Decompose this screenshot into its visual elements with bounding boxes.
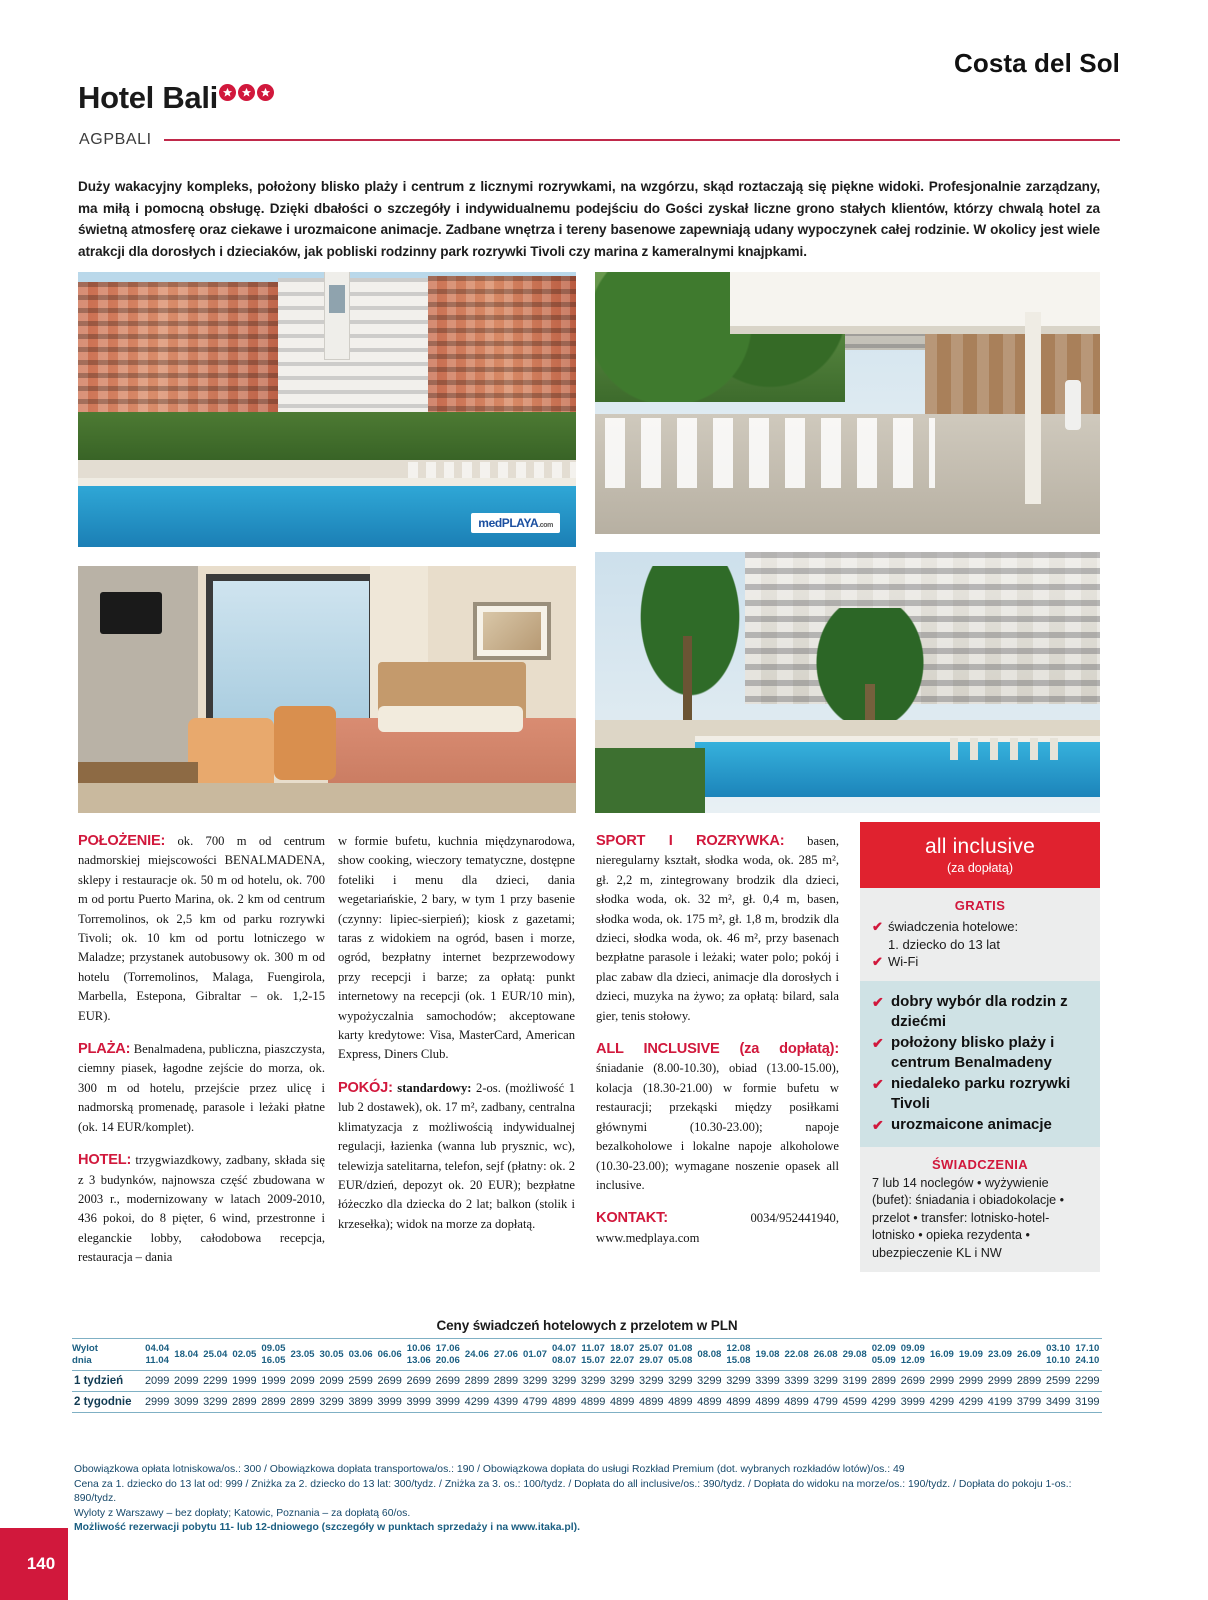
- date-column-header: [927, 1339, 956, 1371]
- departure-date: 02.09: [871, 1343, 896, 1354]
- price-cell: 2699: [377, 1375, 402, 1387]
- price-cell: 4199: [987, 1396, 1013, 1408]
- region-label: Costa del Sol: [954, 48, 1120, 78]
- swiadczenia-body: 7 lub 14 noclegów • wyżywienie (bufet): śniadania i obiadokolacje • przelot • transfer: lotnisko-hotel-lotnisko • opieka rezydenta • ubezpieczenie KL i NW: [872, 1175, 1065, 1260]
- hotel-code-row: [79, 131, 1120, 149]
- departure-date: 19.09: [958, 1348, 983, 1360]
- date-column-header: [956, 1339, 985, 1371]
- table-row: [72, 1371, 1102, 1392]
- date-column-header: [579, 1339, 608, 1371]
- price-cell: 3199: [842, 1375, 867, 1387]
- price-cell: 2599: [348, 1375, 373, 1387]
- swiadczenia-title: ŚWIADCZENIA: [931, 1156, 1029, 1172]
- list-item-label: 1. dziecko do 13 lat: [888, 936, 1001, 952]
- price-cell: 4899: [668, 1396, 693, 1408]
- row-label: 2 tygodnie: [74, 1396, 132, 1408]
- departure-date: 05.08: [668, 1354, 693, 1366]
- departure-date: 04.07: [552, 1343, 577, 1354]
- price-cell: 3299: [813, 1375, 838, 1387]
- date-column-header: [404, 1339, 433, 1371]
- section-body: basen, nieregularny kształt, słodka woda, ok. 285 m², gł. 2,2 m, zintegrowany brodzik dla dzieci, słodka woda, ok. 32 m², gł. 0,4 m, basen, słodka woda, ok. 175 m², gł. 1,8 m, brodzik dla dzieci, słodka woda, ok. 46 m², przy basenach bezpłatne parasole i leżaki; water polo; pokój i plac zabaw dla dzieci, animacje dla dorosłych i dzieci, muzyka na żywo; za opłatą: bilard, sala gier, tenis stołowy.: [596, 834, 839, 1023]
- section-body: Benalmadena, publiczna, piaszczysta, ciemny piasek, łagodne zejście do morza, ok. 300 m od hotelu, przejście przez ulicę i nadmorską promenadę, parasole i leżaki płatne (ok. 14 EUR/komplet).: [78, 1042, 325, 1134]
- text-column-3: [596, 832, 839, 1248]
- departure-date: 29.07: [639, 1354, 664, 1366]
- date-column-header: [491, 1339, 520, 1371]
- check-icon: ✔: [872, 993, 884, 1010]
- date-column-header: [317, 1339, 346, 1371]
- price-cell: 4299: [871, 1396, 896, 1408]
- price-cell: 3299: [551, 1375, 577, 1387]
- price-cell: 4899: [697, 1396, 722, 1408]
- price-cell: 4799: [522, 1396, 548, 1408]
- price-cell: 4899: [755, 1396, 780, 1408]
- departure-date: 01.08: [668, 1343, 693, 1354]
- row-label: 1 tydzień: [74, 1375, 124, 1387]
- date-column-header: [753, 1339, 782, 1371]
- price-cell: 3299: [522, 1375, 548, 1387]
- date-column-header: [375, 1339, 404, 1371]
- departure-date: 24.10: [1075, 1354, 1100, 1366]
- section-pokoj: [338, 1079, 575, 1234]
- price-cell: 3899: [348, 1396, 373, 1408]
- check-icon: ✔: [872, 1116, 884, 1133]
- list-item-label: świadczenia hotelowe:: [888, 919, 1019, 934]
- price-cell: 2899: [493, 1375, 519, 1387]
- highlights-list: [872, 992, 1088, 1135]
- price-cell: 4899: [580, 1396, 606, 1408]
- list-item-label: urozmaicone animacje: [891, 1115, 1052, 1133]
- banner-title: all inclusive: [925, 835, 1035, 858]
- price-cell: 4899: [551, 1396, 577, 1408]
- price-cell: 2099: [319, 1375, 344, 1387]
- price-cell: 4799: [813, 1396, 838, 1408]
- section-hotel-continued: w formie bufetu, kuchnia międzynarodowa, show cooking, wieczory tematyczne, dostępne foteliki i menu dla dzieci, dania wegetariańskie, 2 bary, w tym 1 przy basenie (czynny: lipiec-sierpień); kiosk z gazetami; taras z widokiem na ogród, basen i morze, ogród, bezpłatny internet bezprzewodowy przy recepcji i barze; za opłatą: punkt internetowy na recepcji (ok. 1 EUR/10 min), wypożyczalnia samochodów; akceptowane karty kredytowe: Visa, MasterCard, American Express, Diners Club.: [338, 834, 575, 1062]
- fineprint-line: Możliwość rezerwacji pobytu 11- lub 12-dniowego (szczegóły w punktach sprzedaży i na www.itaka.pl).: [74, 1522, 580, 1534]
- departure-date: 01.07: [522, 1348, 547, 1360]
- departure-date: 11.04: [145, 1354, 169, 1366]
- departure-date: 25.04: [203, 1348, 228, 1360]
- price-cell: 3199: [1075, 1396, 1100, 1408]
- price-cell: 2299: [203, 1375, 228, 1387]
- price-cell: 3299: [639, 1375, 664, 1387]
- price-cell: 2299: [1075, 1375, 1100, 1387]
- price-table-head: [72, 1339, 1102, 1371]
- list-item: [872, 1033, 1088, 1073]
- price-cell: 2599: [1045, 1375, 1071, 1387]
- page-number: 140: [26, 1554, 56, 1573]
- table-row: [72, 1392, 1102, 1413]
- departure-date: 26.08: [813, 1348, 838, 1360]
- swiadczenia-box: [860, 1147, 1100, 1273]
- date-column-header: [201, 1339, 230, 1371]
- intro-paragraph: Duży wakacyjny kompleks, położony blisko plaży i centrum z licznymi rozrywkami, na wzgórzu, skąd roztaczają się piękne widoki. Profesjonalnie zarządzany, ma miłą i pomocną obsługę. Dzięki dbałości o szczegóły i indywidualnemu podejściu do Gości zyskał liczne grono stałych klientów, którzy chwalą hotel za świetną atmosferę oraz ciekawe i urozmaicone animacje. Zadbane wnętrza i tereny basenowe zapewniają udany wypoczynek całej rodzinie. W okolicy jest wiele atrakcji dla dorosłych i dzieciaków, jak pobliski rodzinny park rozrywki Tivoli czy marina z kameralnymi knajpkami.: [78, 179, 1100, 259]
- list-item: [872, 953, 1088, 971]
- section-sport: [596, 832, 839, 1026]
- section-body: ok. 700 m od centrum nadmorskiej miejscowości BENALMADENA, sklepy i restauracje ok. 50 m od hotelu, ok. 700 m od portu Puerto Marina, ok. 2 km od centrum Torremolinos, ok 2,5 km od parku rozrywki Tivoli; ok. 10 km od portu lotniczego w Maladze; przystanek autobusowy ok. 300 m od hotelu (Torremolinos, Malaga, Fuengirola, Marbella, Estepona, Gibraltar – ok. 1,2-15 EUR).: [78, 834, 325, 1023]
- price-cell: 4899: [609, 1396, 635, 1408]
- date-column-header: [230, 1339, 259, 1371]
- date-column-header: [695, 1339, 724, 1371]
- price-cell: 2899: [261, 1396, 286, 1408]
- price-cell: 2699: [900, 1375, 926, 1387]
- departure-date: 13.06: [406, 1354, 431, 1366]
- departure-date: 12.09: [900, 1354, 925, 1366]
- date-column-header: [259, 1339, 288, 1371]
- check-icon: ✔: [872, 1034, 884, 1051]
- price-cell: 3299: [726, 1375, 751, 1387]
- fineprint-line: Cena za 1. dziecko do 13 lat od: 999 / Zniżka za 2. dziecko do 13 lat: 300/tydz. / Zniżka za 3. os.: 100/tydz. / Dopłata do all inclusive/os.: 390/tydz. / Dopłata do widoku na morze/os.: 190/tydz. / Dopłata do pokoju 1-os.: 890/tydz.: [74, 1478, 1072, 1505]
- star-icon: [238, 84, 255, 101]
- departure-date: 03.06: [348, 1348, 373, 1360]
- fineprint-line: Obowiązkowa opłata lotniskowa/os.: 300 / Obowiązkowa dopłata transportowa/os.: 190 / Obowiązkowa dopłata do usługi Rozkład Premium (dot. wybranych rozkładów lotów)/os.: 49: [74, 1464, 905, 1475]
- price-cell: 2899: [871, 1375, 896, 1387]
- date-column-header: [346, 1339, 375, 1371]
- date-column-header: [288, 1339, 317, 1371]
- departure-date: 15.07: [581, 1354, 606, 1366]
- section-heading: HOTEL:: [78, 1152, 132, 1169]
- section-heading: POŁOŻENIE:: [78, 833, 166, 849]
- price-cell: 3399: [784, 1375, 809, 1387]
- price-cell: 3299: [609, 1375, 635, 1387]
- departure-date: 11.07: [581, 1343, 605, 1354]
- departure-date: 08.08: [697, 1348, 722, 1360]
- price-cell: 2899: [290, 1396, 315, 1408]
- date-column-header: [143, 1339, 172, 1371]
- banner-subtitle: (za dopłatą): [946, 861, 1013, 875]
- fineprint-line: Wyloty z Warszawy – bez dopłaty; Katowic, Poznania – za dopłatą 60/os.: [74, 1507, 411, 1519]
- list-item-label: Wi-Fi: [888, 954, 919, 969]
- date-column-header: [666, 1339, 695, 1371]
- date-column-header: [811, 1339, 840, 1371]
- departure-date: 27.06: [493, 1348, 518, 1360]
- departure-date: 03.10: [1046, 1343, 1071, 1354]
- price-table-body: [72, 1371, 1102, 1413]
- section-polozenie: [78, 832, 325, 1026]
- text-column-1: [78, 832, 325, 1268]
- list-item: [872, 992, 1088, 1032]
- departure-date: 26.09: [1017, 1348, 1042, 1360]
- room-type-label: standardowy:: [392, 1080, 472, 1095]
- date-column-header: [433, 1339, 462, 1371]
- departure-date: 06.06: [377, 1348, 402, 1360]
- departure-date: 16.09: [929, 1348, 954, 1360]
- price-cell: 4899: [726, 1396, 751, 1408]
- date-column-header: [869, 1339, 898, 1371]
- hotel-code: AGPBALI: [79, 131, 152, 148]
- photo-hotel-room: [78, 566, 576, 813]
- price-cell: 2999: [987, 1375, 1013, 1387]
- price-cell: 3299: [319, 1396, 344, 1408]
- section-all-inclusive: [596, 1040, 839, 1195]
- departure-date: 08.07: [552, 1354, 577, 1366]
- date-column-header: [520, 1339, 549, 1371]
- photo-pool-exterior: [78, 272, 576, 547]
- section-plaza: [78, 1040, 325, 1137]
- price-cell: 3999: [406, 1396, 431, 1408]
- list-item: [872, 1074, 1088, 1114]
- price-cell: 4599: [842, 1396, 867, 1408]
- section-body: śniadanie (8.00-10.30), obiad (13.00-15.00), kolacja (18.30-21.00) w formie bufetu w restauracji; przekąski między posiłkami głównymi (10.30-23.00); napoje bezalkoholowe i lokalne napoje alkoholowe (10.30-23.00); wymagane noszenie opasek all inclusive.: [596, 1061, 839, 1192]
- departure-date: 23.09: [987, 1348, 1012, 1360]
- section-body: 0034/952441940, www.medplaya.com: [596, 1211, 839, 1245]
- departure-date: 19.08: [755, 1348, 780, 1360]
- medplaya-watermark: medPLAYA.com: [471, 513, 560, 533]
- highlights-box: [860, 981, 1100, 1147]
- list-item: [872, 936, 1088, 954]
- check-icon: ✔: [872, 919, 883, 934]
- page-title: Hotel Bali: [78, 80, 218, 115]
- date-column-header: [724, 1339, 753, 1371]
- price-cell: 3299: [580, 1375, 606, 1387]
- departure-date: 17.06: [435, 1343, 460, 1354]
- price-cell: 3999: [900, 1396, 926, 1408]
- departure-date: 10.10: [1046, 1354, 1071, 1366]
- all-inclusive-banner: [860, 822, 1100, 888]
- date-column-header: [550, 1339, 579, 1371]
- price-cell: 4399: [493, 1396, 519, 1408]
- price-cell: 2899: [232, 1396, 257, 1408]
- text-column-2: [338, 832, 575, 1234]
- date-column-header: [1015, 1339, 1044, 1371]
- price-cell: 2099: [174, 1375, 199, 1387]
- departure-date: 24.06: [464, 1348, 489, 1360]
- section-hotel: [78, 1151, 325, 1267]
- list-item-label: niedaleko parku rozrywki Tivoli: [891, 1074, 1071, 1112]
- date-column-header: [1073, 1339, 1102, 1371]
- gratis-list: [872, 918, 1088, 971]
- price-cell: 4899: [639, 1396, 664, 1408]
- price-cell: 3099: [174, 1396, 199, 1408]
- price-cell: 3999: [435, 1396, 461, 1408]
- section-body: 2-os. (możliwość 1 lub 2 dostawek), ok. 17 m², zadbany, centralna klimatyzacja z możliwością indywidualnej regulacji, łazienka (wanna lub prysznic, wc), telewizja satelitarna, telefon, sejf (płatny: ok. 2 EUR/dzień, depozyt ok. 20 EUR); bezpłatne łóżeczko dla dziecka do 2 lat; balkon (stolik i krzesełka); widok na morze za dopłatą.: [338, 1080, 575, 1231]
- photo-resort-pool: [595, 552, 1100, 813]
- departure-date: 25.07: [639, 1343, 664, 1354]
- star-icon: [257, 84, 274, 101]
- departure-date: 30.05: [319, 1348, 344, 1360]
- date-column-header: [985, 1339, 1014, 1371]
- price-cell: 2899: [464, 1375, 490, 1387]
- section-body: trzygwiazdkowy, zadbany, składa się z 3 budynków, najnowsza część zbudowana w 2003 r., modernizowany w latach 2009-2010, 436 pokoi, do 8 pięter, 6 wind, przestronne i eleganckie lobby, całodobowa recepcja, restauracja – dania: [78, 1153, 325, 1265]
- price-cell: 2699: [406, 1375, 431, 1387]
- departure-date: 04.04: [145, 1343, 170, 1354]
- date-column-header: [608, 1339, 637, 1371]
- section-kontakt: [596, 1209, 839, 1248]
- departure-date: 18.04: [174, 1348, 199, 1360]
- departure-date: 22.07: [610, 1354, 635, 1366]
- price-cell: 2999: [958, 1375, 984, 1387]
- date-column-header: [172, 1339, 201, 1371]
- date-column-header: [462, 1339, 491, 1371]
- date-column-header: [1044, 1339, 1073, 1371]
- price-cell: 3299: [697, 1375, 722, 1387]
- section-heading: KONTAKT:: [596, 1210, 668, 1227]
- price-cell: 3399: [755, 1375, 780, 1387]
- price-cell: 4899: [784, 1396, 809, 1408]
- departure-header: Wylot dnia: [72, 1343, 98, 1366]
- star-rating: [219, 84, 274, 101]
- price-cell: 2999: [144, 1396, 170, 1408]
- departure-date: 20.06: [435, 1354, 460, 1366]
- price-cell: 3499: [1045, 1396, 1071, 1408]
- price-table-section: [72, 1318, 1102, 1413]
- departure-date: 05.09: [871, 1354, 896, 1366]
- departure-date: 16.05: [261, 1354, 286, 1366]
- list-item-label: położony blisko plaży i centrum Benalmadeny: [891, 1033, 1055, 1071]
- list-item-label: dobry wybór dla rodzin z dziećmi: [891, 992, 1068, 1030]
- price-cell: 3799: [1016, 1396, 1042, 1408]
- departure-date: 02.05: [232, 1348, 257, 1360]
- price-cell: 4299: [958, 1396, 984, 1408]
- list-item: [872, 918, 1088, 936]
- date-column-header: [782, 1339, 811, 1371]
- offer-sidebar: [860, 822, 1100, 1272]
- departure-date: 18.07: [610, 1343, 635, 1354]
- date-column-header: [840, 1339, 869, 1371]
- price-table-caption: Ceny świadczeń hotelowych z przelotem w PLN: [436, 1318, 738, 1333]
- price-cell: 3299: [668, 1375, 693, 1387]
- price-table: [72, 1338, 1102, 1413]
- departure-date: 22.08: [784, 1348, 809, 1360]
- price-cell: 2699: [435, 1375, 461, 1387]
- price-cell: 1999: [261, 1375, 286, 1387]
- gratis-box: [860, 888, 1100, 981]
- departure-date: 09.05: [261, 1343, 286, 1354]
- price-cell: 2899: [1016, 1375, 1042, 1387]
- date-column-header: [898, 1339, 927, 1371]
- gratis-title: GRATIS: [954, 898, 1006, 913]
- price-cell: 4299: [464, 1396, 490, 1408]
- page-number-tab: [0, 1528, 68, 1600]
- fineprint: [74, 1463, 1104, 1536]
- departure-date: 10.06: [406, 1343, 431, 1354]
- check-icon: ✔: [872, 954, 883, 969]
- departure-date: 15.08: [726, 1354, 751, 1366]
- price-cell: 2099: [144, 1375, 170, 1387]
- departure-date: 29.08: [842, 1348, 867, 1360]
- check-icon: ✔: [872, 1075, 884, 1092]
- photo-terrace-bar: [595, 272, 1100, 534]
- price-cell: 2999: [929, 1375, 955, 1387]
- departure-date: 12.08: [726, 1343, 751, 1354]
- hotel-title-row: [78, 80, 274, 116]
- departure-date: 09.09: [900, 1343, 925, 1354]
- section-heading: PLAŻA:: [78, 1041, 131, 1058]
- price-cell: 3299: [203, 1396, 228, 1408]
- section-heading: ALL INCLUSIVE (za dopłatą):: [596, 1041, 839, 1058]
- price-cell: 3999: [377, 1396, 402, 1408]
- table-header-row: [72, 1339, 1102, 1371]
- departure-date: 17.10: [1075, 1343, 1100, 1354]
- section-heading: POKÓJ:: [338, 1079, 393, 1096]
- date-column-header: [637, 1339, 666, 1371]
- divider: [164, 139, 1120, 141]
- star-icon: [219, 84, 236, 101]
- section-heading: SPORT I ROZRYWKA:: [596, 833, 785, 849]
- price-cell: 1999: [232, 1375, 257, 1387]
- price-cell: 2099: [290, 1375, 315, 1387]
- price-cell: 4299: [929, 1396, 955, 1408]
- departure-date: 23.05: [290, 1348, 315, 1360]
- list-item: [872, 1115, 1088, 1135]
